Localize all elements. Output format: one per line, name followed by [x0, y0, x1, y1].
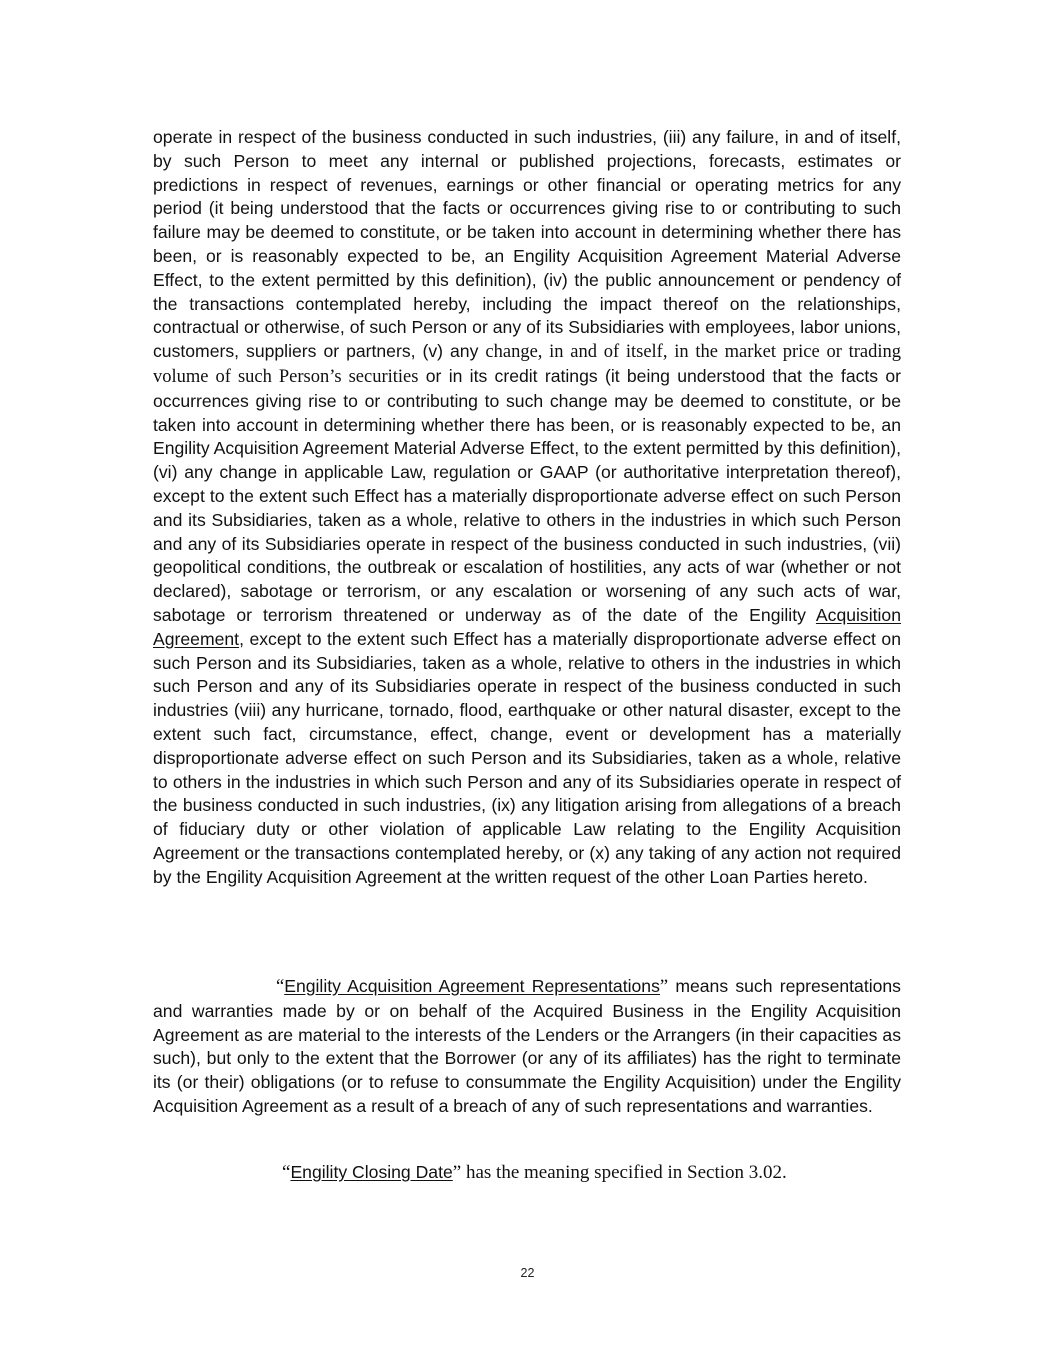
definition-continuation-paragraph [153, 126, 901, 890]
paragraph-text: operate in respect of the business conducted in such industries, (iii) any failure, in and of itself, by such Person to meet any internal or published projections, forecasts, estimates or predictions in respect of revenues, earnings or other financial or operating metrics for any period (it being understood that the facts or occurrences giving rise to or contributing to such failure may be deemed to constitute, or be taken into account in determining whether there has been, or is reasonably expected to be, an Engility Acquisition Agreement Material Adverse Effect, to the extent permitted by this definition), (iv) the public announcement or pendency of the transactions contemplated hereby, including the impact thereof on the relationships, contractual or otherwise, of such Person or any of its Subsidiaries with employees, labor unions, customers, suppliers or partners, (v) any [153, 127, 901, 362]
defined-term: Engility Acquisition Agreement Representations [284, 976, 660, 996]
paragraph-text-serif: change, in and of itself, in the market price or trading volume of such Person’s securities [153, 342, 901, 387]
definition-body: means such representations and warranties made by or on behalf of the Acquired Business in the Engility Acquisition Agreement as are material to the interests of the Lenders or the Arrangers (in their capacities as such), but only to the extent that the Borrower (or any of its affiliates) has the right to terminate its (or their) obligations (or to refuse to consummate the Engility Acquisition) under the Engility Acquisition Agreement as a result of a breach of any of such representations and warranties. [153, 976, 901, 1116]
close-quote: ” [659, 977, 669, 997]
paragraph-text: , except to the extent such Effect has a materially disproportionate adverse effect on such Person and its Subsidiaries, taken as a whole, relative to others in the industries in which such Person and any of its Subsidiaries operate in respect of the business conducted in such industries (viii) any hurricane, tornado, flood, earthquake or other natural disaster, except to the extent such fact, circumstance, effect, change, event or development has a materially disproportionate adverse effect on such Person and its Subsidiaries, taken as a whole, relative to others in the industries in which such Person and any of its Subsidiaries operate in respect of the business conducted in such industries, (ix) any litigation arising from allegations of a breach of fiduciary duty or other violation of applicable Law relating to the Engility Acquisition Agreement or the transactions contemplated hereby, or (x) any taking of any action not required by the Engility Acquisition Agreement at the written request of the other Loan Parties hereto. [153, 628, 901, 887]
open-quote: “ [276, 977, 285, 997]
open-quote: “ [282, 1162, 291, 1183]
paragraph-text: or in its credit ratings (it being understood that the facts or occurrences giving rise to or contributing to such change may be deemed to constitute, or be taken into account in determining whether there has been, or is reasonably expected to be, an Engility Acquisition Agreement Material Adverse Effect, to the extent permitted by this definition), (vi) any change in applicable Law, regulation or GAAP (or authoritative interpretation thereof), except to the extent such Effect has a materially disproportionate adverse effect on such Person and its Subsidiaries, taken as a whole, relative to others in the industries in which such Person and any of its Subsidiaries operate in respect of the business conducted in such industries, (vii) geopolitical conditions, the outbreak or escalation of hostilities, any acts of war (whether or not declared), sabotage or terrorism, or any escalation or worsening of any such acts of war, sabotage or terrorism threatened or underway as of the date of the Engility [153, 365, 902, 625]
acquisition-agreement-term: Acquisition Agreement [153, 604, 901, 649]
page-number: 22 [520, 1266, 535, 1280]
defined-term: Engility Closing Date [290, 1162, 453, 1182]
close-quote: ” [452, 1162, 462, 1183]
definition-body: has the meaning specified in Section 3.02. [461, 1162, 787, 1183]
definition-representations-paragraph [153, 975, 901, 1119]
definition-closing-date-paragraph [282, 1160, 902, 1185]
